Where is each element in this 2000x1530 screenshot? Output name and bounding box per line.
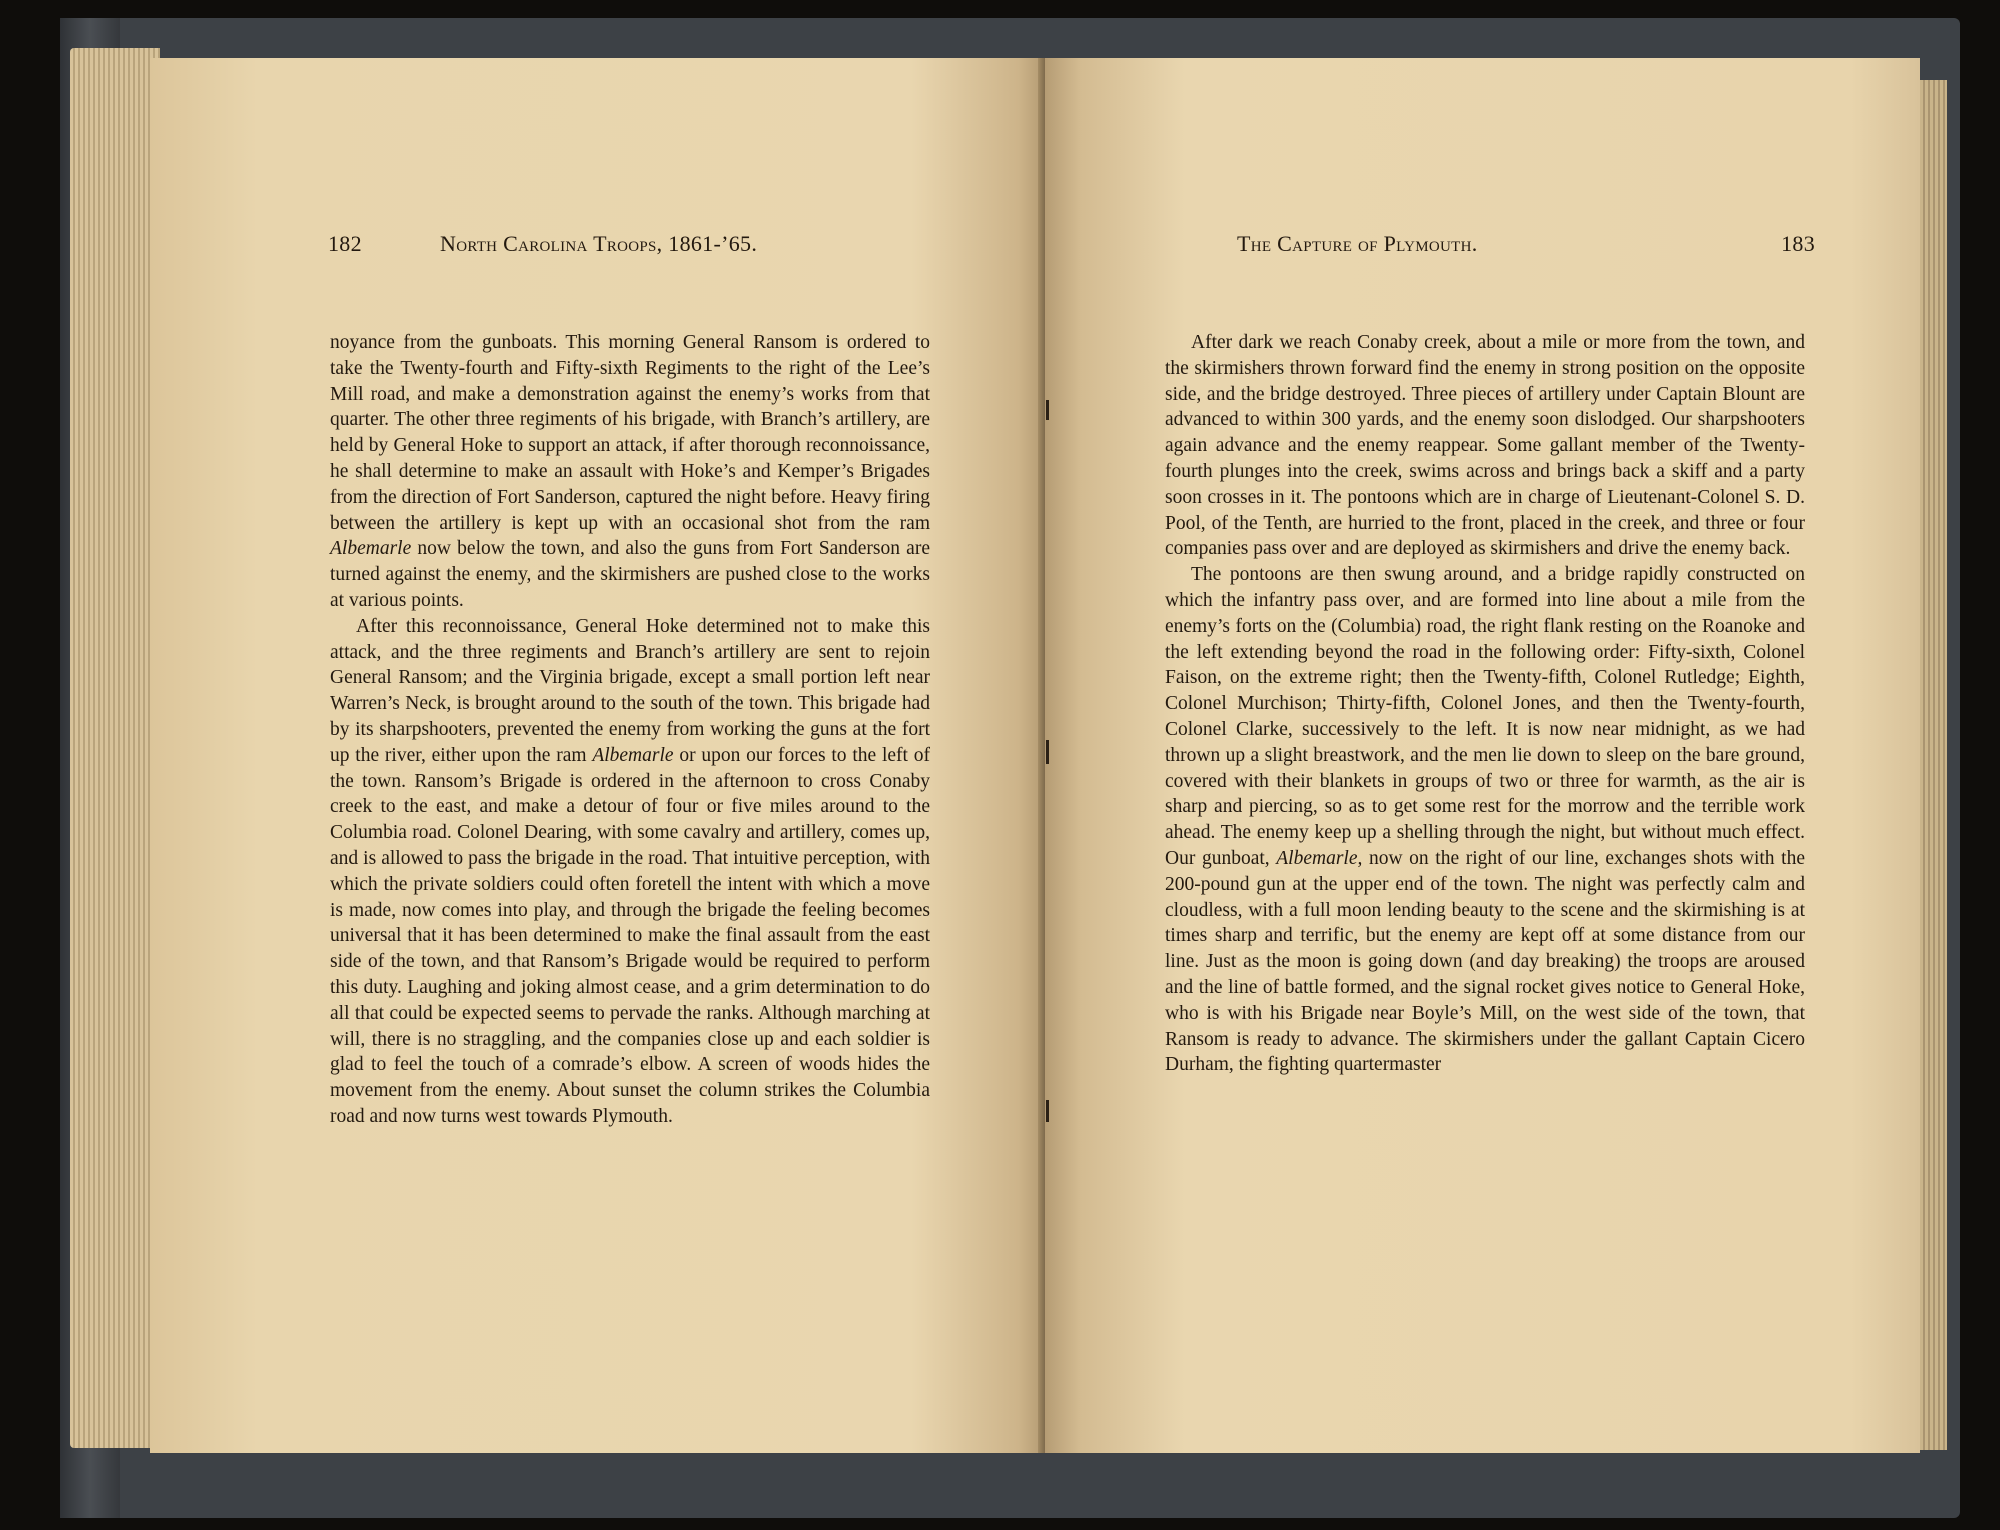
italic-ship-name: Albemarle, (1276, 847, 1363, 869)
right-running-header (1045, 226, 1815, 262)
right-running-head: The Capture of Plymouth. (1237, 231, 1478, 256)
right-paragraph: After dark we reach Conaby creek, about a mile or more from the town, and the skirmishers thrown forward find the enemy in strong position on the opposite side, and the bridge destroyed. Three pieces of artillery under Captain Blount are advanced to within 300 yards, and the enemy soon dislodged. Our sharpshooters again advance and the enemy reappear. Some gallant member of the Twenty-fourth plunges into the creek, swims across and brings back a skiff and a party soon crosses in it. The pontoons which are in charge of Lieutenant-Colonel S. D. Pool, of the Tenth, are hurried to the front, placed in the creek, and three or four companies pass over and are deployed as skirmishers and drive the enemy back. (1165, 332, 1805, 560)
right-page-number: 183 (1781, 231, 1815, 256)
gutter-mark (1046, 1100, 1049, 1122)
left-running-head: North Carolina Troops, 1861-’65. (440, 231, 758, 256)
gutter-mark (1046, 400, 1049, 420)
italic-ship-name: Albemarle (330, 538, 412, 560)
right-paragraph: The pontoons are then swung around, and a bridge rapidly constructed on which the infantry pass over, and are formed into line about a mile from the enemy’s forts on the (Columbia) road, the right flank resting on the Roanoke and the left extending beyond the road in the following order: Fifty-sixth, Colonel Faison, on the extreme right; then the Twenty-fifth, Colonel Rutledge; Eighth, Colonel Murchison; Thirty-fifth, Colonel Jones, and then the Twenty-fourth, Colonel Clarke, successively to the left. It is now near midnight, as we had thrown up a slight breastwork, and the men lie down to sleep on the bare ground, covered with their blankets in groups of two or three for warmth, as the air is sharp and piercing, so as to get some rest for the morrow and the terrible work ahead. The enemy keep up a shelling through the night, but without much effect. Our gunboat, Albemarle, now on the right of our line, exchanges shots with the 200-pound gun at the upper end of the town. The night was perfectly calm and cloudless, with a full moon lending beauty to the scene and the skirmishing is at times sharp and terrific, but the enemy are kept off at some distance from our line. Just as the moon is going down (and day breaking) the troops are aroused and the line of battle formed, and the signal rocket gives notice to General Hoke, who is with his Brigade near Boyle’s Mill, on the west side of the town, that Ransom is ready to advance. The skirmishers under the gallant Captain Cicero Durham, the fighting quartermaster (1165, 564, 1805, 1076)
left-page (150, 58, 1045, 1453)
left-body-text (330, 330, 930, 1130)
left-page-edges (70, 48, 160, 1448)
italic-ship-name: Albemarle (592, 744, 674, 766)
left-page-number: 182 (328, 231, 362, 256)
left-running-header (328, 226, 968, 262)
right-body-text (1165, 330, 1805, 1078)
left-paragraph: noyance from the gunboats. This morning General Ransom is ordered to take the Twenty-fourth and Fifty-sixth Regiments to the right of the Lee’s Mill road, and make a demonstration against the enemy’s works from that quarter. The other three regiments of his brigade, with Branch’s artillery, are held by General Hoke to support an attack, if after thorough reconnoissance, he shall determine to make an assault with Hoke’s and Kemper’s Brigades from the direction of Fort Sanderson, captured the night before. Heavy firing between the artillery is kept up with an occasional shot from the ram Albemarle now below the town, and also the guns from Fort Sanderson are turned against the enemy, and the skirmishers are pushed close to the works at various points. (330, 332, 930, 611)
right-page (1045, 58, 1920, 1453)
left-paragraph: After this reconnoissance, General Hoke determined not to make this attack, and the three regiments and Branch’s artillery are sent to rejoin General Ransom; and the Virginia brigade, except a small portion left near Warren’s Neck, is brought around to the south of the town. This brigade had by its sharpshooters, prevented the enemy from working the guns at the fort up the river, either upon the ram Albemarle or upon our forces to the left of the town. Ransom’s Brigade is ordered in the afternoon to cross Conaby creek to the east, and make a detour of four or five miles around to the Columbia road. Colonel Dearing, with some cavalry and artillery, comes up, and is allowed to pass the brigade in the road. That intuitive perception, with which the private soldiers could often foretell the intent with which a move is made, now comes into play, and through the brigade the feeling becomes universal that it has been determined to make the final assault from the east side of the town, and that Ransom’s Brigade would be required to perform this duty. Laughing and joking almost cease, and a grim determination to do all that could be expected seems to pervade the ranks. Although marching at will, there is no straggling, and the companies close up and each soldier is glad to feel the touch of a comrade’s elbow. A screen of woods hides the movement from the enemy. About sunset the column strikes the Columbia road and now turns west towards Plymouth. (330, 615, 930, 1127)
gutter-mark (1046, 740, 1049, 764)
